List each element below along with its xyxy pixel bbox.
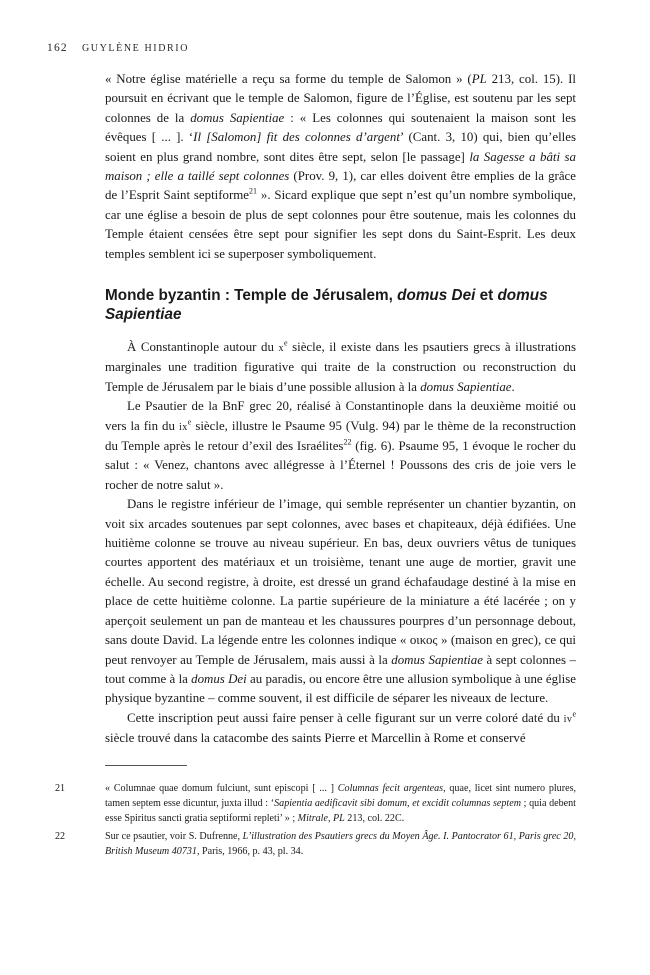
continued-paragraph xyxy=(105,70,576,264)
text-run: siècle trouvé dans la catacombe des saints Pierre et Marcellin à Rome et conservé xyxy=(105,731,526,746)
paragraph xyxy=(105,338,576,397)
text-run: À Constantinople autour du xyxy=(127,340,279,354)
page-number: 162 xyxy=(47,42,68,54)
text-run: , quae, licet sint numero plures, tamen septem esse dicuntur, juxta illud : ‘ xyxy=(105,783,577,810)
italic-text: L’illustration des Psautiers grecs du Moyen Âge. I. Pantocrator 61, Paris grec 20, British Museum 40731 xyxy=(105,830,576,857)
text-run: « Columnae quae domum fulciunt, sunt episcopi [ ... ] xyxy=(105,783,338,794)
italic-text: Il [Salomon] fit des colonnes d’argent xyxy=(193,130,400,145)
text-run: ». Sicard explique que sept n’est qu’un nombre symbolique, car une église a besoin de plus de sept colonnes pour être soutenue, mais les colonnes du Temple étaient censées être sept pour signifier les sept dons du Saint-Esprit. Les deux temples semblent ici se superposer symboliquement. xyxy=(105,188,576,261)
heading-text: Monde byzantin : Temple de Jérusalem, xyxy=(105,287,398,304)
superscript: e xyxy=(572,709,576,719)
footnote-22 xyxy=(55,829,576,859)
text-run: Sur ce psautier, voir S. Dufrenne, xyxy=(105,830,243,842)
footnote-ref-22[interactable]: 22 xyxy=(343,437,352,447)
footnote-number: 22 xyxy=(55,830,66,842)
italic-text: Mitrale xyxy=(297,813,328,825)
superscript: e xyxy=(283,338,288,348)
footnotes xyxy=(55,781,576,861)
heading-italic: domus Dei xyxy=(397,287,476,304)
text-run: siècle, il existe dans les psautiers grecs à illustrations marginales une tradition figurative qui traite de la construction ou reconstruction du Temple de Jérusalem par le biais d’une possible allusion à la xyxy=(105,340,576,394)
italic-text: domus Sapientiae xyxy=(391,652,483,667)
text-run: « Notre église matérielle a reçu sa forme du temple de Salomon » ( xyxy=(105,72,472,86)
italic-text: domus Sapientiae xyxy=(420,379,512,394)
superscript: e xyxy=(187,417,192,427)
main-body xyxy=(105,338,576,749)
text-run: . xyxy=(511,379,515,394)
italic-text: PL xyxy=(333,813,345,825)
small-caps-century: x xyxy=(278,343,284,354)
section-heading xyxy=(105,287,576,324)
text-run: 213, col. 15). Il poursuit en écrivant que le temple de Salomon, figure de l’Église, est soutenu par les sept colonnes de la xyxy=(105,72,576,125)
text-run: (fig. 6). Psaume 95, 1 évoque le rocher du salut : « Venez, chantons avec allégresse à l’Éternel ! Poussons des cris de joie vers le rocher de notre salut ». xyxy=(105,439,576,492)
heading-text: et xyxy=(475,287,498,304)
text-run: , xyxy=(327,813,333,825)
italic-text: PL xyxy=(471,72,487,86)
small-caps-century: ix xyxy=(178,421,188,433)
italic-text: Sapientia aedificavit sibi domum, et excidit columnas septem xyxy=(274,798,521,810)
paragraph xyxy=(105,397,576,495)
text-run: ’ (Cant. 3, 10) qui, bien qu’elles soient en plus grand nombre, sont dites être sept, selon [le passage] xyxy=(105,130,576,164)
small-caps-century: iv xyxy=(563,713,573,725)
footnote-divider xyxy=(105,765,187,766)
text-run: Le Psautier de la BnF grec 20, réalisé à Constantinople dans la deuxième moitié ou vers la fin du xyxy=(105,399,576,433)
paragraph xyxy=(105,709,576,749)
paragraph xyxy=(105,70,576,264)
text-run: au paradis, ou encore être une allusion symbolique à une église physique byzantine – comme souvent, il est difficile de séparer les niveaux de lecture. xyxy=(105,671,576,706)
running-head-author: GUYLÈNE HIDRIO xyxy=(81,43,190,54)
heading-italic: domus Sapientiae xyxy=(105,287,548,323)
footnote-text xyxy=(105,781,576,827)
text-run: à sept colonnes – tout comme à la xyxy=(105,652,576,686)
italic-text: domus Sapientiae xyxy=(190,110,285,125)
text-run: ; quia debent esse Spiritus sancti gratia septiformi repleti’ » ; xyxy=(105,798,576,825)
footnote-text xyxy=(105,829,576,859)
text-run: (Prov. 9, 1), car elles doivent être emplies de la grâce de l’Esprit Saint septiforme xyxy=(105,169,576,203)
text-run: : « Les colonnes qui soutenaient la maison sont les évêques [ ... ]. ‘ xyxy=(105,110,576,145)
text-run: Dans le registre inférieur de l’image, qui semble représenter un chantier byzantin, on voit six arcades soutenues par sept colonnes, avec bases et chapiteaux, déjà édifiées. Une huitième colonne se trouve au niveau supérieur. En bas, deux ouvriers vêtus de tuniques courtes apportent des matériaux et un troisième, tenant une auge de mortier, gravit une échelle. Au second registre, à droite, est dressé un grand échafaudage destiné à la mise en place de cette huitième colonne. La partie supérieure de la miniature a été lacérée ; on y aperçoit seulement un pan de manteau et les chaussures pourpres d’un personnage debout, sans doute David. La légende entre les colonnes indique « οικος » (maison en grec), ce qui peut renvoyer au Temple de Jérusalem, mais aussi à la xyxy=(105,497,576,667)
italic-text: domus Dei xyxy=(191,671,247,686)
text-run: , Paris, 1966, p. 43, pl. 34. xyxy=(196,845,304,857)
text-run: Cette inscription peut aussi faire penser à celle figurant sur un verre coloré daté du xyxy=(127,710,564,725)
italic-text: la Sagesse a bâti sa maison ; elle a taillé sept colonnes xyxy=(105,149,576,184)
footnote-ref-21[interactable]: 21 xyxy=(249,187,258,197)
footnote-number: 21 xyxy=(55,783,66,794)
footnote-21 xyxy=(55,781,576,827)
paragraph xyxy=(105,495,576,708)
text-run: siècle, illustre le Psaume 95 (Vulg. 94) par le thème de la reconstruction du Temple après le retour d’exil des Israélites xyxy=(105,418,576,454)
running-head xyxy=(47,42,189,54)
text-run: 213, col. 22C. xyxy=(344,813,405,825)
italic-text: Columnas fecit argenteas xyxy=(337,783,444,794)
